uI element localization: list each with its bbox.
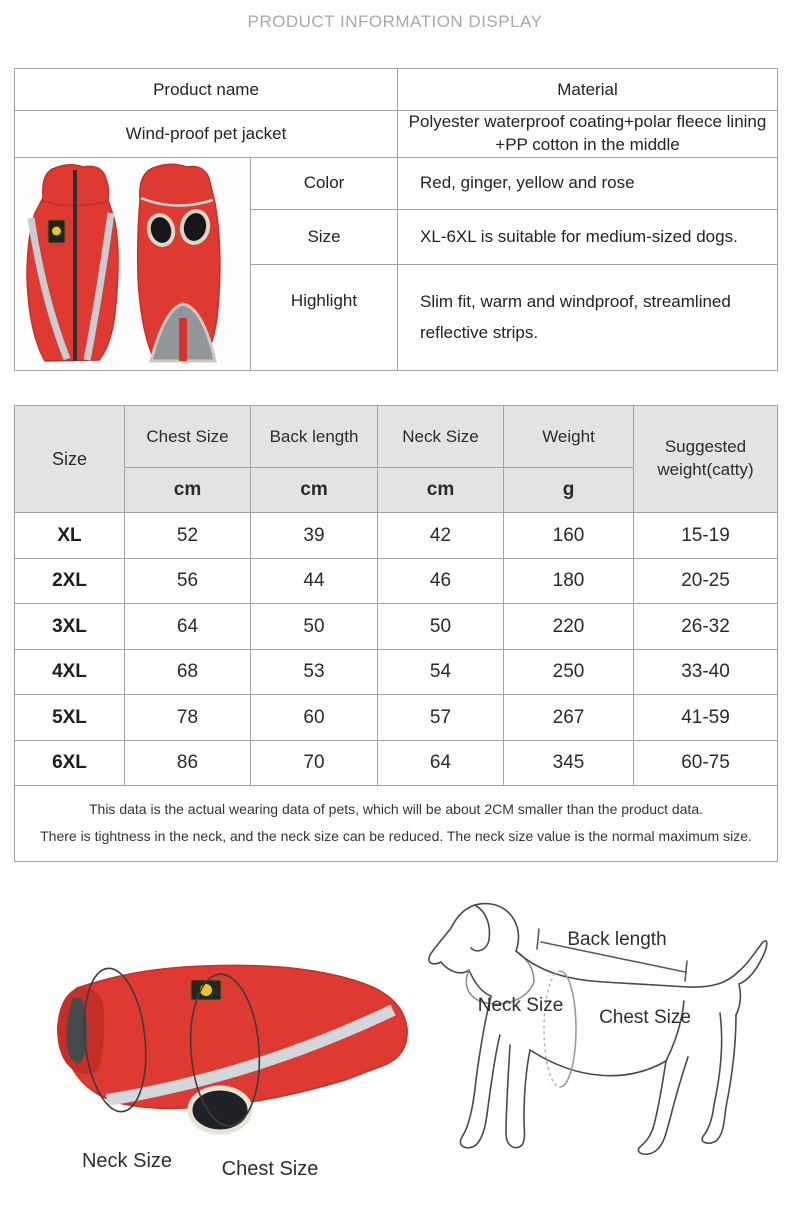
product-name-value: Wind-proof pet jacket: [15, 111, 398, 158]
page-title: PRODUCT INFORMATION DISPLAY: [247, 12, 543, 31]
unit-chest: cm: [125, 468, 251, 513]
spec-value-highlight: [398, 264, 778, 370]
cell-chest: 78: [125, 695, 251, 741]
cell-back: 70: [251, 741, 378, 786]
col-header-back: Back length: [251, 406, 378, 468]
cell-weight: 160: [504, 513, 634, 559]
cell-back: 44: [251, 559, 378, 604]
spec-label-highlight: Highlight: [251, 264, 398, 370]
cell-weight: 220: [504, 604, 634, 650]
cell-suggested: 41-59: [634, 695, 778, 741]
product-info-table: [14, 68, 778, 371]
dog-tail: [736, 941, 767, 1015]
col-header-size: Size: [15, 406, 125, 513]
cell-suggested: 20-25: [634, 559, 778, 604]
pet-jacket-photos: [15, 158, 249, 369]
cell-neck: 50: [378, 604, 504, 650]
unit-weight: g: [504, 468, 634, 513]
jacket-body: [62, 965, 407, 1108]
table-row: [15, 604, 778, 650]
cell-back: 53: [251, 650, 378, 695]
cell-chest: 56: [125, 559, 251, 604]
dog-front-leg: [506, 1045, 530, 1148]
cell-suggested: 33-40: [634, 650, 778, 695]
cell-weight: 345: [504, 741, 634, 786]
jacket-neck-size-label: Neck Size: [81, 1150, 173, 1172]
dog-back: [516, 951, 738, 987]
unit-neck: cm: [378, 468, 504, 513]
spec-label-color: Color: [251, 157, 398, 209]
size-chart-notes: [15, 786, 778, 862]
cell-suggested: 26-32: [634, 604, 778, 650]
cell-weight: 267: [504, 695, 634, 741]
dog-ear: [471, 905, 489, 951]
cell-neck: 46: [378, 559, 504, 604]
cell-suggested: 15-19: [634, 513, 778, 559]
material-value-line2: +PP cotton in the middle: [495, 134, 680, 154]
table-row: [15, 559, 778, 604]
highlight-line1: Slim fit, warm and windproof, streamlined: [420, 292, 731, 312]
cell-chest: 64: [125, 604, 251, 650]
dog-rear-leg: [702, 1013, 736, 1143]
cell-size: 6XL: [15, 741, 125, 786]
cell-size: 5XL: [15, 695, 125, 741]
leg-hole: [190, 1088, 250, 1132]
cell-size: 2XL: [15, 559, 125, 604]
dog-chest-size-label: Chest Size: [599, 1007, 691, 1028]
cell-neck: 54: [378, 650, 504, 695]
col-header-weight: Weight: [504, 406, 634, 468]
table-row: [15, 695, 778, 741]
dog-belly: [530, 1050, 666, 1076]
cell-neck: 42: [378, 513, 504, 559]
unit-back: cm: [251, 468, 378, 513]
dog-neck-size-label: Neck Size: [477, 995, 564, 1016]
dog-front-leg: [460, 996, 500, 1148]
cell-suggested: 60-75: [634, 741, 778, 786]
table-row: [15, 513, 778, 559]
spec-value-size: XL-6XL is suitable for medium-sized dogs.: [398, 209, 778, 264]
product-photo: [15, 157, 251, 370]
cell-size: XL: [15, 513, 125, 559]
col-header-chest: Chest Size: [125, 406, 251, 468]
spec-label-size: Size: [251, 209, 398, 264]
cell-back: 39: [251, 513, 378, 559]
cell-chest: 52: [125, 513, 251, 559]
cell-back: 50: [251, 604, 378, 650]
dog-rear-leg: [638, 1057, 688, 1154]
spec-value-color: Red, ginger, yellow and rose: [398, 157, 778, 209]
cell-chest: 86: [125, 741, 251, 786]
cell-neck: 64: [378, 741, 504, 786]
cell-chest: 68: [125, 650, 251, 695]
jacket-measurement-figure: [15, 958, 415, 1158]
cell-weight: 250: [504, 650, 634, 695]
col-header-suggested: Suggested weight(catty): [634, 406, 778, 513]
dog-back-length-label: Back length: [567, 929, 667, 950]
cell-back: 60: [251, 695, 378, 741]
cell-size: 4XL: [15, 650, 125, 695]
col-header-neck: Neck Size: [378, 406, 504, 468]
material-value: [398, 111, 778, 158]
note-line-2: There is tightness in the neck, and the neck size can be reduced. The neck size value is the normal maximum size.: [40, 828, 752, 845]
product-name-header: Product name: [15, 69, 398, 111]
table-row: [15, 741, 778, 786]
note-line-1: This data is the actual wearing data of pets, which will be about 2CM smaller than the product data.: [88, 801, 703, 817]
cell-size: 3XL: [15, 604, 125, 650]
size-chart-table: [14, 405, 778, 862]
highlight-line2: reflective strips.: [420, 323, 539, 343]
material-header: Material: [398, 69, 778, 111]
jacket-chest-size-label: Chest Size: [221, 1158, 319, 1180]
cell-neck: 57: [378, 695, 504, 741]
table-row: [15, 650, 778, 695]
material-value-line1: Polyester waterproof coating+polar fleece lining: [408, 112, 767, 131]
cell-weight: 180: [504, 559, 634, 604]
